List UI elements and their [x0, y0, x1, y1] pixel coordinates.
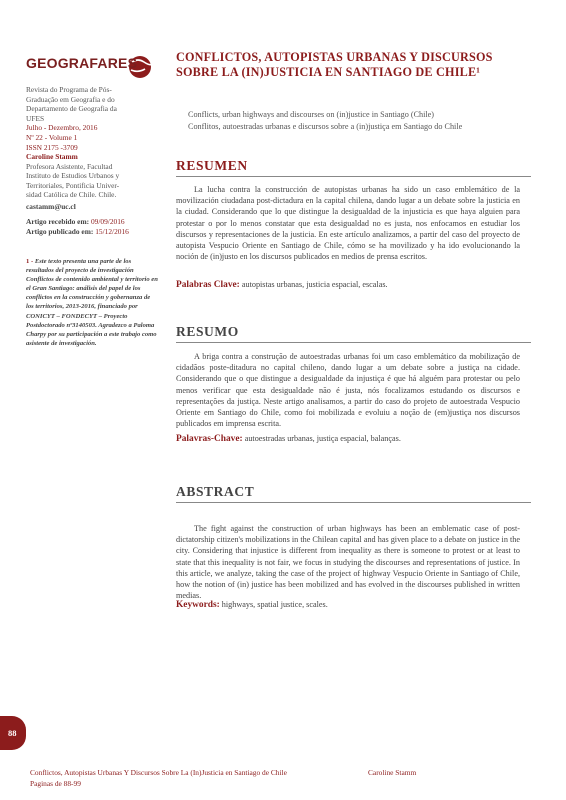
subtitle-portuguese: Conflitos, autoestradas urbanas e discursos sobre a (in)justiça em Santiago do Chile: [188, 122, 463, 131]
resumo-text: A briga contra a construção de autoestradas urbanas foi um caso emblemático da mobilização de cidadãos poste-ditadura no capital chileno, dando lugar a um debate sobre a justiça na cidade. Considerando que o que distingue a desigualdade da injustiça é que há alguém para protestar ou pelo menos verificar que esta desigualdade não é justa, nós focalizamos estudando os discursos e representações da justiça. Neste artigo analisamos, a partir do caso do projeto de autoestrada Vespucio Oriente em Santiago do Chile, como foi mobilizada e evoluiu a noção de (em)justiça nos discursos publicados em imprensa escrita.: [176, 352, 520, 429]
resumen-keywords: [176, 280, 520, 290]
journal-line: Graduação em Geografia e do: [26, 94, 115, 104]
keywords-label: Palabras Clave:: [176, 280, 240, 290]
footer-author: Caroline Stamm: [368, 768, 417, 777]
journal-issn: ISSN 2175 -3709: [26, 142, 78, 152]
abstract-heading: ABSTRACT: [176, 484, 531, 503]
resumo-heading: RESUMO: [176, 324, 531, 343]
article-title: CONFLICTOS, AUTOPISTAS URBANAS Y DISCURSOS SOBRE LA (IN)JUSTICIA EN SANTIAGO DE CHILE¹: [176, 50, 493, 79]
page-number: 88: [8, 728, 17, 738]
author-affiliation: Instituto de Estudios Urbanos y: [26, 171, 120, 181]
footer-pages: Paginas de 88-99: [30, 779, 81, 788]
author-name: Caroline Stamm: [26, 152, 78, 161]
author-info: [26, 152, 158, 212]
published-date: 15/12/2016: [95, 226, 129, 236]
author-affiliation: sidad Católica de Chile. Chile.: [26, 190, 117, 200]
received-label: Artigo recebido em:: [26, 217, 90, 226]
footnote: [26, 257, 158, 348]
subtitle-english: Conflicts, urban highways and discourses on (in)justice in Santiago (Chile): [188, 110, 435, 119]
footer-title: Conflictos, Autopistas Urbanas Y Discursos Sobre La (In)Justicia en Santiago de Chile: [30, 768, 287, 777]
keywords-value: highways, spatial justice, scales.: [221, 600, 328, 609]
keywords-label: Keywords:: [176, 600, 220, 610]
keywords-value: autopistas urbanas, justicia espacial, escalas.: [241, 280, 388, 289]
author-affiliation: Territoriales, Pontificia Univer-: [26, 180, 120, 190]
logo-text: GEOGRAFARES: [26, 55, 138, 71]
footnote-number: 1 -: [26, 258, 34, 265]
resumen-heading: RESUMEN: [176, 158, 531, 177]
journal-volume: Nº 22 - Volume 1: [26, 132, 78, 142]
footnote-text: Este texto presenta una parte de los resultados del proyecto de investigación Conflictos de contenido ambiental y territorio en el Gran Santiago: análisis del papel de los conflictos en la construcción y gobernanza de los territorios, 2013-2016, financiado por CONICYT – FONDECYT – Proyecto Postdoctorado nº3140503. Agradezco a Paloma Charpy por su participación a este trabajo como asistente de investigación.: [26, 258, 158, 347]
article-dates: [26, 217, 158, 236]
abstract-text: The fight against the construction of urban highways has been an emblematic case of post-dictatorship citizen's mobilizations in the Chilean capital and has given place to a debate on justice in the city. Considering that injustice is different from inequality as there is someone to protest or at least to state that this inequality is not fair, we focus in studying the discourses and representations of justice. In this article, we analyze, taking the case of the project of highway Vespucio Oriente in Santiago of Chile, how the notion of (in) justice has been mobilized and has evolved in the discourses published in written medias.: [176, 524, 520, 601]
resumen-text: La lucha contra la construcción de autopistas urbanas ha sido un caso emblemático de la movilización ciudadana post-dictadura en la capital chilena, dando lugar a un debate sobre la justicia en la ciudad. Considerando que lo que distingue la desigualdad de la injusticia es que haya alguien para protestar o por lo menos constatar que esta desigualdad no es justa, nos enfocamos en estudiar los discursos y representaciones de la justicia. En este artículo analizamos, a partir del caso del proyecto de autopista Vespucio Oriente en Santiago de Chile, cómo se ha movilizado y ha ido evolucionando la noción de (in)justo en los discursos publicados en medios de prensa escritos.: [176, 185, 520, 262]
author-email[interactable]: castamm@uc.cl: [26, 201, 76, 211]
journal-info: [26, 85, 158, 152]
received-date: 09/09/2016: [90, 217, 125, 226]
published-label: Artigo publicado em:: [26, 226, 94, 236]
journal-date: Julho - Dezembro, 2016: [26, 123, 98, 133]
journal-line: Departamento de Geografia da: [26, 104, 117, 114]
resumo-keywords: [176, 434, 520, 444]
keywords-label: Palavras-Chave:: [176, 434, 243, 444]
abstract-keywords: [176, 600, 520, 610]
author-affiliation: Profesora Asistente, Facultad: [26, 161, 113, 171]
journal-line: Revista do Programa de Pós-: [26, 85, 112, 94]
journal-line: UFES: [26, 113, 45, 123]
keywords-value: autoestradas urbanas, justiça espacial, balanças.: [244, 434, 401, 443]
